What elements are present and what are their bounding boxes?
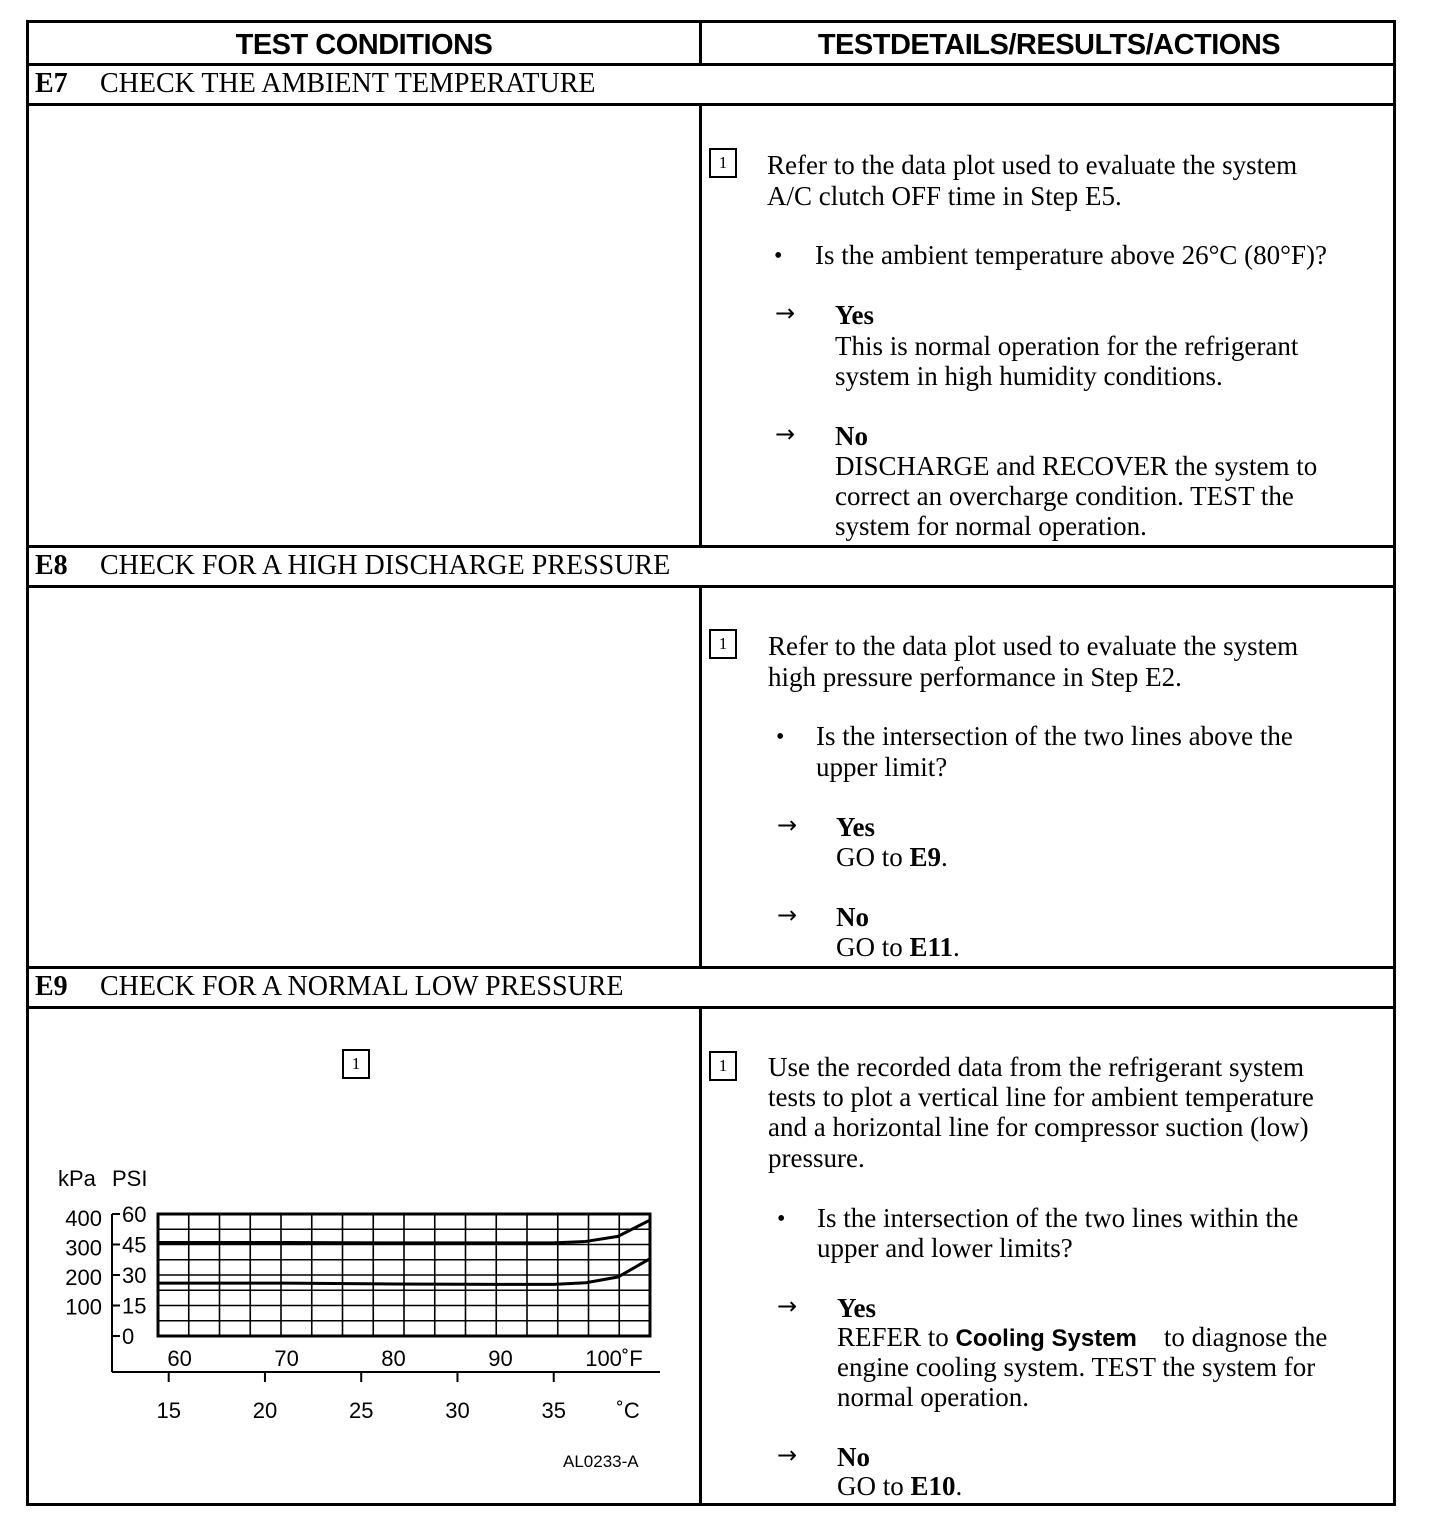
step-number-box: 1 <box>709 629 737 659</box>
no-action: GO to E11. <box>836 932 960 962</box>
arrow-right-icon: → <box>775 420 796 448</box>
divider <box>29 545 1393 548</box>
step-instruction: A/C clutch OFF time in Step E5. <box>767 181 1122 211</box>
divider <box>29 1006 1393 1009</box>
yes-action: This is normal operation for the refrigerant <box>835 331 1299 361</box>
step-reference: E9 <box>909 842 942 872</box>
section-code: E9 <box>35 971 68 1002</box>
section-header-e8 <box>35 550 670 582</box>
psi-tick-label: 45 <box>122 1232 147 1258</box>
bullet-icon: • <box>777 1206 786 1232</box>
psi-tick-label: 30 <box>122 1263 147 1288</box>
arrow-right-icon: → <box>777 811 798 839</box>
no-label: No <box>835 421 868 451</box>
step-instruction: Refer to the data plot used to evaluate the system <box>767 150 1298 180</box>
celsius-tick-label: 30 <box>445 1398 470 1423</box>
section-title: CHECK THE AMBIENT TEMPERATURE <box>100 68 596 99</box>
no-action: GO to E10. <box>837 1471 963 1501</box>
chart-grid <box>158 1214 650 1336</box>
question: Is the intersection of the two lines within the <box>817 1203 1299 1233</box>
question: Is the ambient temperature above 26°C (80°F)? <box>815 240 1327 270</box>
column-header-test-details: TESTDETAILS/RESULTS/ACTIONS <box>817 29 1281 61</box>
figure-id: AL0233-A <box>563 1452 639 1471</box>
no-action: DISCHARGE and RECOVER the system to <box>835 451 1318 481</box>
divider <box>29 103 1393 106</box>
no-action: system for normal operation. <box>835 511 1147 541</box>
no-label: No <box>836 902 869 932</box>
divider <box>29 585 1393 588</box>
divider <box>29 966 1393 969</box>
kpa-tick-label: 400 <box>65 1206 102 1232</box>
psi-tick-label: 60 <box>122 1202 147 1227</box>
section-title: CHECK FOR A NORMAL LOW PRESSURE <box>100 971 624 1002</box>
question: upper limit? <box>816 752 948 782</box>
yes-label: Yes <box>835 300 874 330</box>
yes-action: REFER to Cooling System to diagnose the <box>837 1322 1328 1352</box>
step-number-box: 1 <box>709 148 737 178</box>
divider <box>699 103 702 545</box>
kpa-tick-label: 200 <box>65 1265 102 1291</box>
kpa-tick-label: 300 <box>65 1235 102 1261</box>
celsius-tick-label: 35 <box>541 1398 566 1423</box>
step-instruction: Use the recorded data from the refrigerant system <box>768 1052 1305 1082</box>
divider <box>29 63 1393 66</box>
step-reference: E10 <box>910 1471 956 1501</box>
question: upper and lower limits? <box>817 1233 1073 1263</box>
no-action: correct an overcharge condition. TEST the <box>835 481 1294 511</box>
section-header-e7 <box>35 68 595 100</box>
fahrenheit-tick-label: 70 <box>274 1346 299 1371</box>
yes-label: Yes <box>837 1293 876 1323</box>
celsius-tick-label: 15 <box>156 1398 181 1423</box>
bullet-icon: • <box>774 243 783 269</box>
fahrenheit-tick-label: 90 <box>488 1346 513 1371</box>
low-pressure-chart <box>40 1160 680 1480</box>
axis-unit-psi: PSI <box>112 1166 148 1191</box>
chart-labels <box>58 1166 660 1423</box>
bullet-icon: • <box>776 724 785 750</box>
section-code: E7 <box>35 68 68 99</box>
section-title: CHECK FOR A HIGH DISCHARGE PRESSURE <box>100 550 671 581</box>
fahrenheit-tick-label: 100˚F <box>585 1346 643 1371</box>
arrow-right-icon: → <box>777 1441 798 1469</box>
yes-action: engine cooling system. TEST the system for <box>837 1352 1316 1382</box>
yes-action: system in high humidity conditions. <box>835 361 1223 391</box>
divider <box>699 1006 702 1506</box>
step-instruction: Refer to the data plot used to evaluate the system <box>768 631 1299 661</box>
no-label: No <box>837 1442 870 1472</box>
yes-action: normal operation. <box>837 1382 1029 1412</box>
fahrenheit-tick-label: 60 <box>167 1346 192 1371</box>
yes-action: GO to E9. <box>836 842 948 872</box>
arrow-right-icon: → <box>777 1292 798 1320</box>
step-instruction: and a horizontal line for compressor suction (low) <box>768 1112 1309 1142</box>
section-header-e9 <box>35 971 624 1003</box>
celsius-tick-label: 20 <box>252 1398 278 1423</box>
step-instruction: tests to plot a vertical line for ambient temperature <box>768 1082 1314 1112</box>
divider <box>699 23 702 63</box>
arrow-right-icon: → <box>777 901 798 929</box>
question: Is the intersection of the two lines above the <box>816 721 1293 751</box>
cross-reference: Cooling System <box>955 1325 1137 1352</box>
axis-unit-kpa: kPa <box>58 1166 96 1191</box>
column-header-test-conditions: TEST CONDITIONS <box>235 29 493 61</box>
section-code: E8 <box>35 550 68 581</box>
arrow-right-icon: → <box>775 299 796 327</box>
divider <box>699 585 702 966</box>
celsius-tick-label: 25 <box>348 1398 374 1423</box>
yes-label: Yes <box>836 812 875 842</box>
celsius-unit-label: ˚C <box>616 1398 640 1423</box>
step-instruction: pressure. <box>768 1143 865 1173</box>
fahrenheit-tick-label: 80 <box>381 1346 406 1371</box>
step-number-box: 1 <box>709 1051 737 1081</box>
step-reference: E11 <box>909 932 954 962</box>
step-instruction: high pressure performance in Step E2. <box>768 662 1182 692</box>
psi-tick-label: 0 <box>122 1324 135 1349</box>
figure-step-number-box: 1 <box>342 1049 370 1079</box>
psi-tick-label: 15 <box>122 1293 147 1319</box>
kpa-tick-label: 100 <box>65 1294 102 1320</box>
